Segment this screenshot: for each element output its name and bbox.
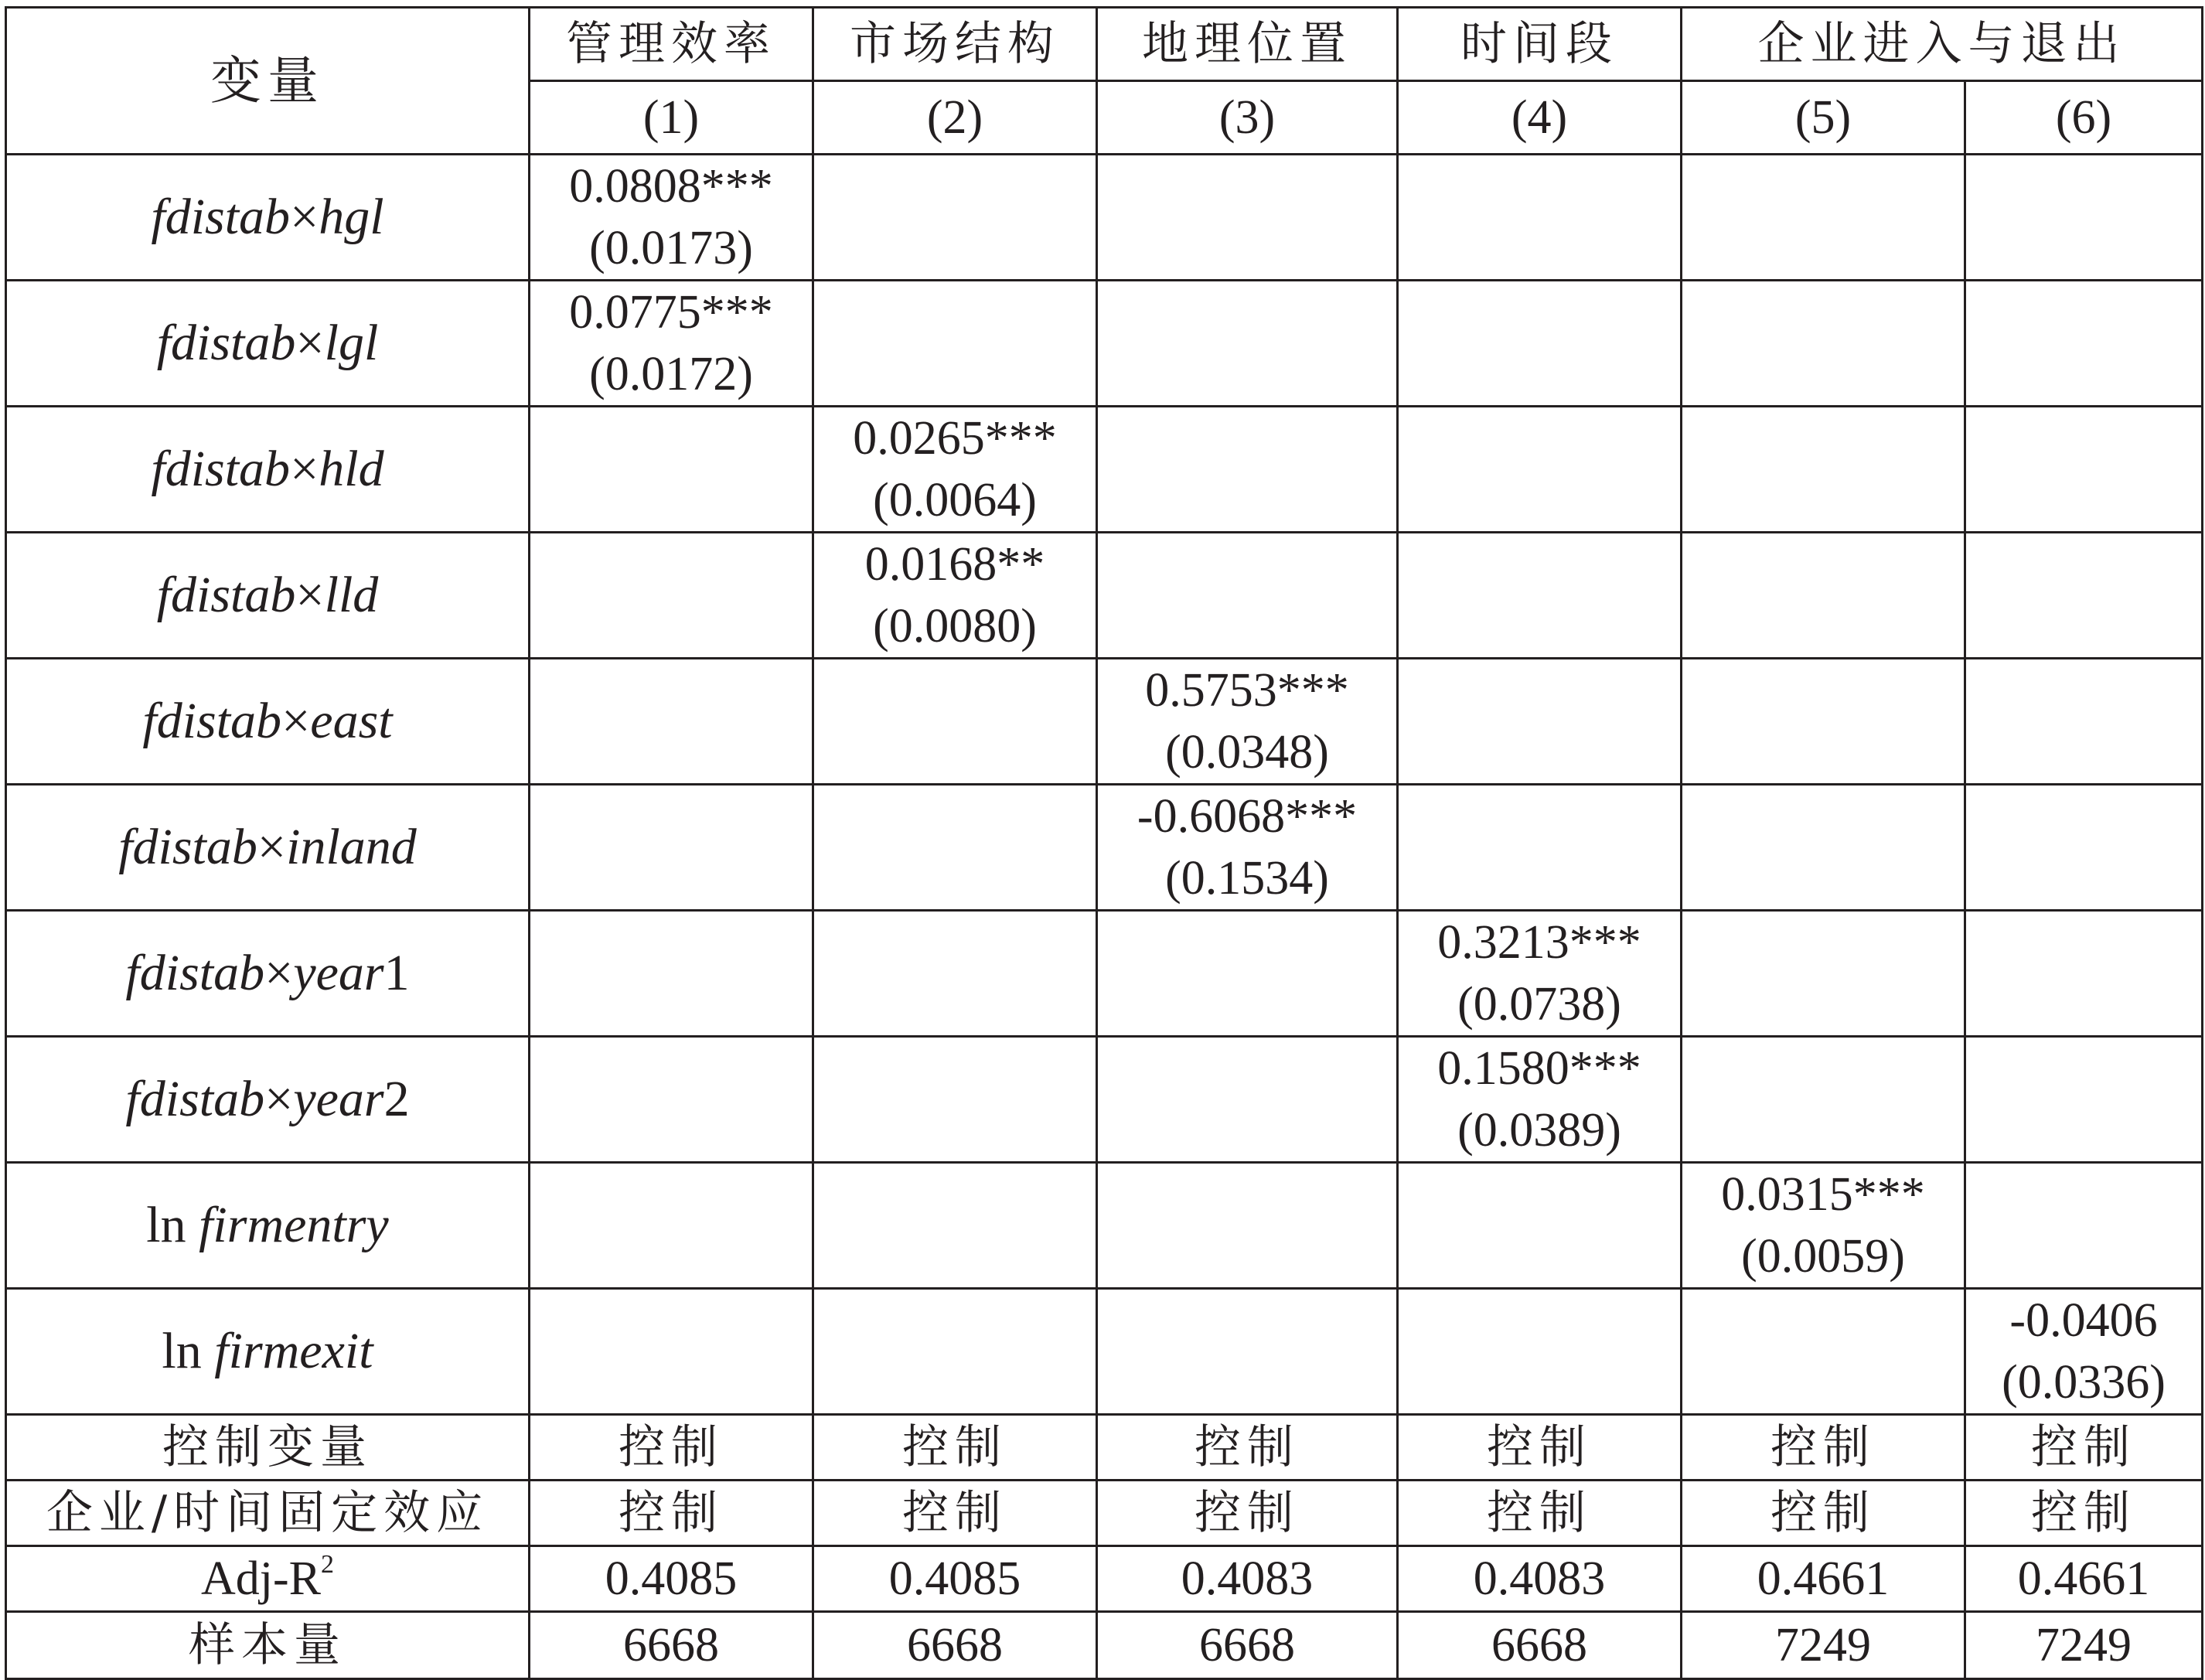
variable-header: 变量	[6, 8, 530, 155]
variable-index: 2	[383, 1071, 410, 1127]
coefficient-cell	[1965, 785, 2203, 911]
coefficient-value: 0.5753***	[1145, 664, 1349, 717]
coefficient-cell	[530, 407, 813, 533]
coefficient-cell	[530, 659, 813, 785]
footer-row	[6, 1481, 2203, 1546]
row-variable-label	[6, 1163, 530, 1289]
variable-prefix: fdistab	[151, 441, 291, 497]
table-row	[6, 1163, 2203, 1289]
footer-label	[6, 1481, 530, 1546]
coefficient-cell	[1398, 659, 1682, 785]
interaction-operator: ×	[295, 567, 325, 623]
footer-label-text: 控制变量	[162, 1420, 373, 1474]
coefficient-cell	[1682, 1037, 1965, 1163]
coefficient-cell	[1965, 1037, 2203, 1163]
coefficient-cell	[1398, 1163, 1682, 1289]
group-header-geography: 地理位置	[1097, 8, 1398, 81]
variable-prefix: fdistab	[156, 315, 296, 371]
variable-suffix: year	[293, 945, 384, 1001]
coefficient-cell	[1398, 1037, 1682, 1163]
footer-row	[6, 1612, 2203, 1679]
table-row	[6, 659, 2203, 785]
column-number: (1)	[530, 81, 813, 155]
coefficient-cell	[530, 911, 813, 1037]
coefficient-cell	[1097, 1037, 1398, 1163]
standard-error: (0.0738)	[1457, 978, 1621, 1031]
footer-label	[6, 1546, 530, 1612]
variable-prefix: ln	[162, 1323, 215, 1379]
coefficient-cell	[1965, 911, 2203, 1037]
interaction-operator: ×	[264, 945, 294, 1001]
coefficient-cell	[1965, 155, 2203, 281]
footer-value: 7249	[1965, 1612, 2203, 1679]
coefficient-cell	[530, 1163, 813, 1289]
coefficient-value: -0.0406	[2009, 1294, 2158, 1347]
variable-suffix: firmentry	[199, 1197, 389, 1253]
variable-prefix: ln	[146, 1197, 199, 1253]
coefficient-cell	[530, 1289, 813, 1415]
coefficient-cell	[1398, 155, 1682, 281]
row-variable-label	[6, 785, 530, 911]
table-row	[6, 281, 2203, 407]
variable-prefix: fdistab	[118, 819, 257, 875]
coefficient-cell	[530, 533, 813, 659]
coefficient-cell	[1965, 1289, 2203, 1415]
footer-value: 7249	[1682, 1612, 1965, 1679]
coefficient-cell	[813, 1289, 1097, 1415]
standard-error: (0.1534)	[1165, 852, 1329, 905]
coefficient-value: 0.0168**	[864, 538, 1045, 591]
interaction-operator: ×	[290, 189, 319, 245]
footer-value: 0.4083	[1097, 1546, 1398, 1612]
coefficient-cell	[1398, 785, 1682, 911]
coefficient-cell	[1682, 155, 1965, 281]
regression-table-container	[5, 6, 2203, 1680]
coefficient-cell	[1398, 533, 1682, 659]
variable-prefix: fdistab	[142, 693, 282, 749]
footer-value: 0.4085	[530, 1546, 813, 1612]
coefficient-cell	[813, 407, 1097, 533]
coefficient-cell	[1965, 533, 2203, 659]
footer-value: 0.4661	[1965, 1546, 2203, 1612]
coefficient-cell	[1398, 911, 1682, 1037]
column-number: (3)	[1097, 81, 1398, 155]
interaction-operator: ×	[264, 1071, 294, 1127]
variable-prefix: fdistab	[151, 189, 291, 245]
footer-label-text: 样本量	[189, 1618, 346, 1672]
variable-prefix: fdistab	[125, 945, 265, 1001]
interaction-operator: ×	[281, 693, 311, 749]
coefficient-cell	[813, 1037, 1097, 1163]
coefficient-value: 0.0315***	[1721, 1168, 1925, 1221]
coefficient-cell	[1682, 1289, 1965, 1415]
footer-value: 控制	[1097, 1481, 1398, 1546]
standard-error: (0.0080)	[873, 600, 1037, 653]
coefficient-cell	[813, 659, 1097, 785]
standard-error: (0.0348)	[1165, 726, 1329, 779]
table-row	[6, 155, 2203, 281]
group-header-entry-exit: 企业进入与退出	[1682, 8, 2203, 81]
row-variable-label	[6, 155, 530, 281]
variable-suffix: firmexit	[214, 1323, 373, 1379]
variable-index: 1	[383, 945, 410, 1001]
standard-error: (0.0172)	[589, 348, 753, 400]
coefficient-cell	[1097, 281, 1398, 407]
footer-value: 6668	[1097, 1612, 1398, 1679]
coefficient-cell	[813, 911, 1097, 1037]
table-row	[6, 785, 2203, 911]
group-header-period: 时间段	[1398, 8, 1682, 81]
coefficient-cell	[1097, 785, 1398, 911]
column-number: (5)	[1682, 81, 1965, 155]
coefficient-cell	[1398, 281, 1682, 407]
interaction-operator: ×	[290, 441, 319, 497]
coefficient-cell	[1682, 533, 1965, 659]
footer-row	[6, 1415, 2203, 1481]
standard-error: (0.0059)	[1741, 1230, 1905, 1283]
variable-suffix: year	[293, 1071, 384, 1127]
footer-label-superscript: 2	[321, 1550, 334, 1579]
table-row	[6, 1037, 2203, 1163]
row-variable-label	[6, 533, 530, 659]
footer-value: 控制	[1965, 1415, 2203, 1481]
standard-error: (0.0336)	[2002, 1356, 2166, 1409]
coefficient-value: 0.1580***	[1437, 1042, 1641, 1095]
coefficient-cell	[1097, 911, 1398, 1037]
interaction-operator: ×	[257, 819, 287, 875]
coefficient-cell	[1097, 1289, 1398, 1415]
footer-value: 0.4083	[1398, 1546, 1682, 1612]
coefficient-value: 0.3213***	[1437, 916, 1641, 969]
coefficient-cell	[813, 281, 1097, 407]
group-header-management: 管理效率	[530, 8, 813, 81]
footer-value: 控制	[813, 1481, 1097, 1546]
footer-value: 控制	[530, 1481, 813, 1546]
coefficient-value: 0.0265***	[853, 412, 1057, 465]
variable-suffix: hld	[319, 441, 384, 497]
table-row	[6, 407, 2203, 533]
footer-value: 控制	[1682, 1481, 1965, 1546]
footer-value: 0.4085	[813, 1546, 1097, 1612]
footer-label-text: 企业/时间固定效应	[46, 1486, 489, 1540]
group-header-market: 市场结构	[813, 8, 1097, 81]
variable-suffix: hgl	[319, 189, 384, 245]
standard-error: (0.0389)	[1457, 1104, 1621, 1157]
coefficient-cell	[1965, 407, 2203, 533]
footer-value: 6668	[530, 1612, 813, 1679]
row-variable-label	[6, 911, 530, 1037]
variable-suffix: lgl	[324, 315, 379, 371]
footer-label	[6, 1612, 530, 1679]
coefficient-cell	[530, 785, 813, 911]
row-variable-label	[6, 1289, 530, 1415]
footer-value: 控制	[1682, 1415, 1965, 1481]
footer-value: 控制	[813, 1415, 1097, 1481]
variable-prefix: fdistab	[125, 1071, 265, 1127]
table-row	[6, 911, 2203, 1037]
footer-value: 6668	[1398, 1612, 1682, 1679]
coefficient-cell	[1097, 155, 1398, 281]
coefficient-cell	[1682, 407, 1965, 533]
header-group-row	[6, 8, 2203, 81]
coefficient-value: 0.0808***	[569, 160, 773, 213]
standard-error: (0.0064)	[873, 474, 1037, 526]
footer-value: 控制	[1398, 1481, 1682, 1546]
coefficient-cell	[530, 1037, 813, 1163]
coefficient-cell	[1097, 1163, 1398, 1289]
variable-prefix: fdistab	[156, 567, 296, 623]
table-row	[6, 1289, 2203, 1415]
coefficient-cell	[530, 281, 813, 407]
footer-value: 控制	[1398, 1415, 1682, 1481]
coefficient-cell	[1965, 281, 2203, 407]
regression-table	[5, 6, 2203, 1680]
coefficient-cell	[530, 155, 813, 281]
coefficient-cell	[1398, 1289, 1682, 1415]
coefficient-cell	[1097, 407, 1398, 533]
coefficient-cell	[1682, 1163, 1965, 1289]
footer-value: 6668	[813, 1612, 1097, 1679]
coefficient-cell	[1965, 659, 2203, 785]
row-variable-label	[6, 659, 530, 785]
footer-value: 控制	[530, 1415, 813, 1481]
coefficient-cell	[813, 155, 1097, 281]
variable-suffix: east	[310, 693, 393, 749]
column-number: (4)	[1398, 81, 1682, 155]
coefficient-value: 0.0775***	[569, 286, 773, 339]
footer-label-text: Adj-R	[201, 1552, 321, 1605]
footer-value: 0.4661	[1682, 1546, 1965, 1612]
coefficient-cell	[1682, 785, 1965, 911]
coefficient-cell	[1097, 659, 1398, 785]
coefficient-cell	[813, 1163, 1097, 1289]
table-row	[6, 533, 2203, 659]
row-variable-label	[6, 407, 530, 533]
coefficient-cell	[1965, 1163, 2203, 1289]
footer-value: 控制	[1097, 1415, 1398, 1481]
variable-suffix: inland	[286, 819, 417, 875]
footer-value: 控制	[1965, 1481, 2203, 1546]
interaction-operator: ×	[295, 315, 325, 371]
column-number: (6)	[1965, 81, 2203, 155]
column-number: (2)	[813, 81, 1097, 155]
coefficient-cell	[1682, 281, 1965, 407]
coefficient-cell	[1097, 533, 1398, 659]
row-variable-label	[6, 1037, 530, 1163]
coefficient-cell	[1682, 659, 1965, 785]
row-variable-label	[6, 281, 530, 407]
footer-row	[6, 1546, 2203, 1612]
coefficient-cell	[813, 785, 1097, 911]
coefficient-cell	[1682, 911, 1965, 1037]
coefficient-value: -0.6068***	[1137, 790, 1358, 843]
coefficient-cell	[813, 533, 1097, 659]
footer-label	[6, 1415, 530, 1481]
variable-suffix: lld	[324, 567, 379, 623]
coefficient-cell	[1398, 407, 1682, 533]
standard-error: (0.0173)	[589, 222, 753, 274]
